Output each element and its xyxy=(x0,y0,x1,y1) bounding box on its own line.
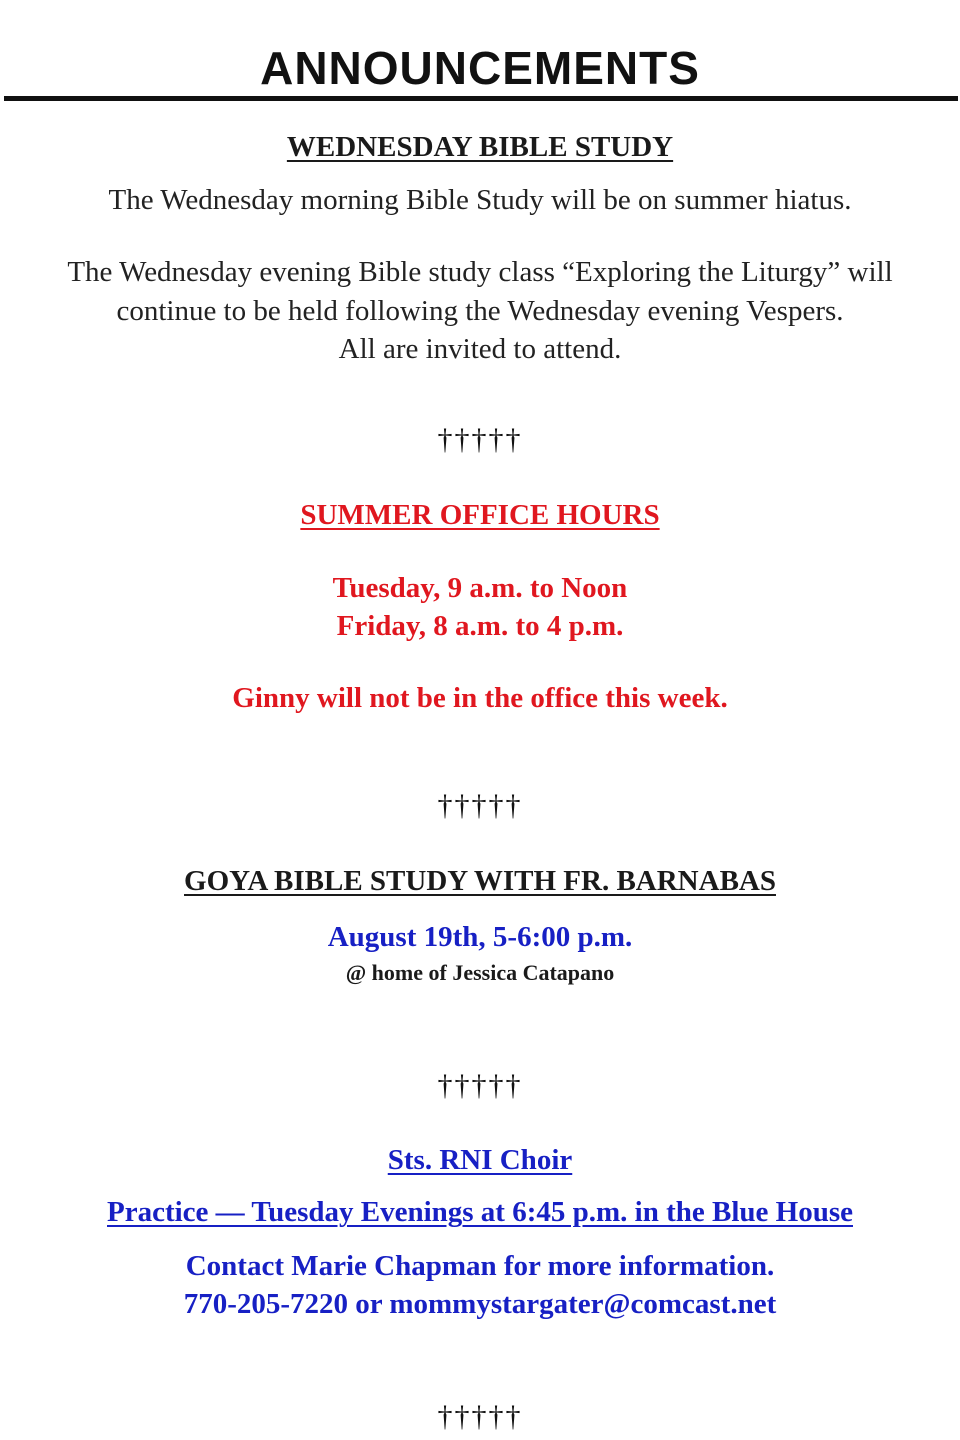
choir-practice: Practice — Tuesday Evenings at 6:45 p.m. in the Blue House xyxy=(107,1196,853,1228)
goya-date: August 19th, 5-6:00 p.m. xyxy=(327,921,633,953)
choir-contact: Contact Marie Chapman for more information. xyxy=(185,1250,775,1282)
bible-study-evening-text-2: continue to be held following the Wednesday evening Vespers. xyxy=(116,295,844,327)
choir-phone-email: 770-205-7220 or mommystargater@comcast.net xyxy=(183,1288,777,1320)
header-rule xyxy=(4,96,958,101)
bible-study-evening-text-3: All are invited to attend. xyxy=(338,333,622,365)
office-hours-title: SUMMER OFFICE HOURS xyxy=(300,499,660,531)
cross-divider-3: ††††† xyxy=(437,1069,523,1102)
goya-location: @ home of Jessica Catapano xyxy=(345,960,615,985)
bible-study-morning-text: The Wednesday morning Bible Study will be on summer hiatus. xyxy=(108,184,852,216)
cross-divider-4: ††††† xyxy=(437,1400,523,1433)
office-hours-friday: Friday, 8 a.m. to 4 p.m. xyxy=(336,610,624,642)
cross-divider-1: ††††† xyxy=(437,423,523,456)
office-hours-note: Ginny will not be in the office this week. xyxy=(232,682,728,714)
header xyxy=(0,38,960,98)
bible-study-title: WEDNESDAY BIBLE STUDY xyxy=(286,131,674,163)
goya-title: GOYA BIBLE STUDY WITH FR. BARNABAS xyxy=(184,865,776,897)
office-hours-tuesday: Tuesday, 9 a.m. to Noon xyxy=(332,572,628,604)
bible-study-evening-text-1: The Wednesday evening Bible study class “Exploring the Liturgy” will xyxy=(67,256,893,288)
choir-title: Sts. RNI Choir xyxy=(387,1144,573,1176)
cross-divider-2: ††††† xyxy=(437,789,523,822)
page-title: ANNOUNCEMENTS xyxy=(260,42,700,94)
